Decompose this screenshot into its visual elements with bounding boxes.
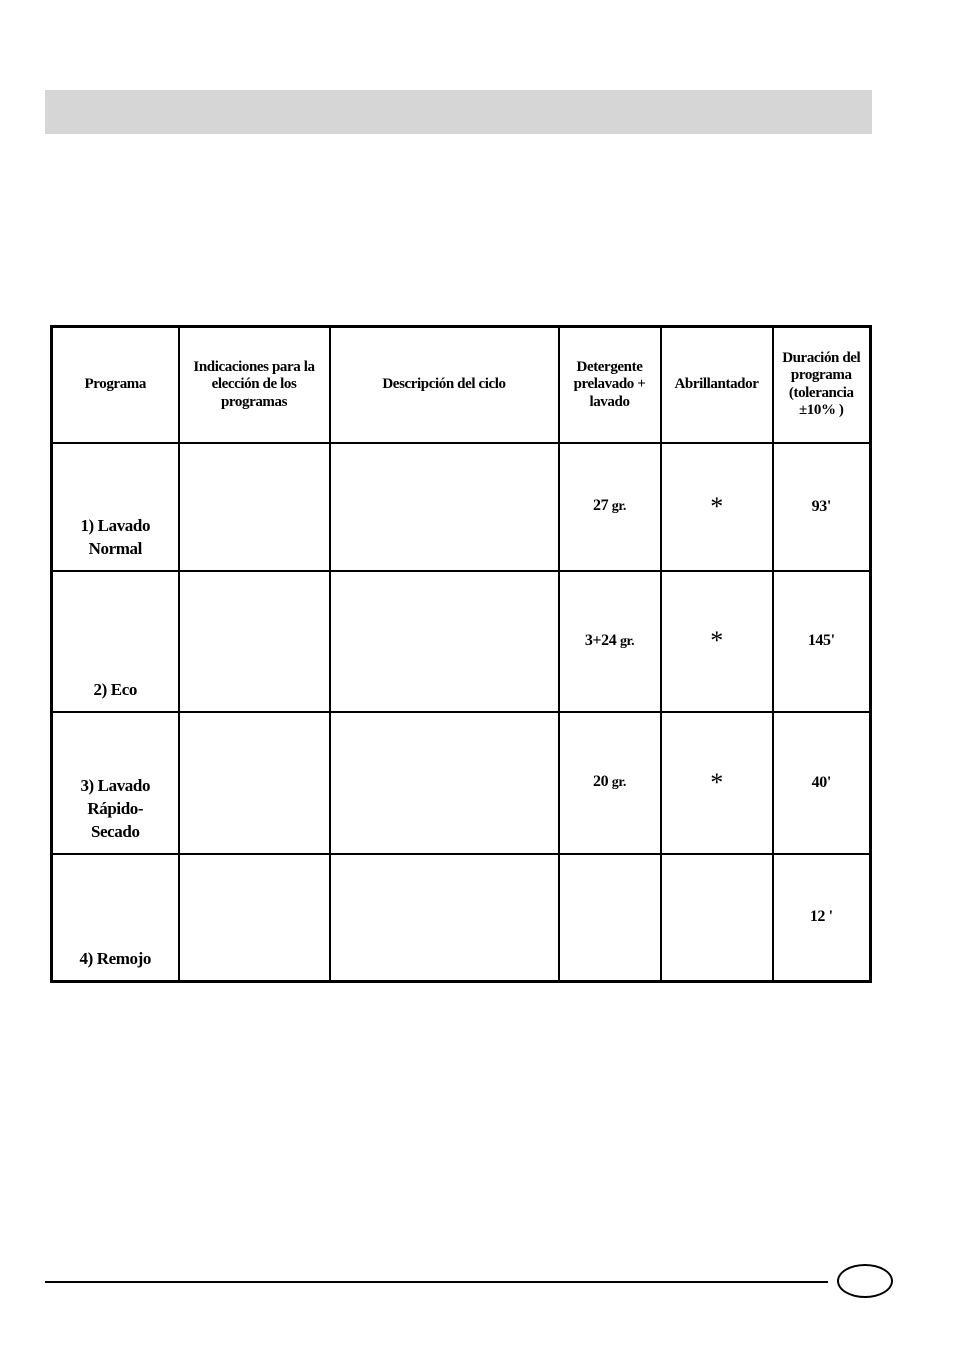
cell-programa [52, 712, 179, 854]
cell-programa [52, 443, 179, 571]
programa-line: Rápido- [87, 798, 144, 818]
cell-detergente [559, 712, 661, 854]
header-descripcion: Descripción del ciclo [330, 327, 559, 443]
header-indicaciones: Indicaciones para la elección de los programas [179, 327, 330, 443]
detergente-unit: gr. [619, 633, 635, 649]
cell-indicaciones [179, 571, 330, 712]
detergente-unit: gr. [611, 775, 627, 790]
cell-abrillantador: * [661, 571, 773, 712]
header-programa: Programa [52, 327, 179, 443]
programa-line: Secado [90, 821, 140, 841]
cell-duracion: 93' [773, 443, 871, 571]
programa-line: 1) Lavado [80, 515, 151, 535]
detergente-unit: gr. [611, 499, 627, 514]
cell-duracion: 40' [773, 712, 871, 854]
programa-line: 4) Remojo [79, 949, 151, 968]
program-table [50, 325, 872, 983]
cell-duracion: 145' [773, 571, 871, 712]
cell-indicaciones [179, 712, 330, 854]
table-row [52, 712, 871, 854]
cell-indicaciones [179, 443, 330, 571]
table-row [52, 443, 871, 571]
table-row [52, 571, 871, 712]
cell-descripcion [330, 443, 559, 571]
cell-descripcion [330, 712, 559, 854]
cell-programa [52, 854, 179, 982]
header-duracion: Duración del programa (tolerancia ±10% ) [773, 327, 871, 443]
footer-rule [45, 1281, 828, 1283]
detergente-amount: 3+24 [584, 631, 617, 649]
cell-abrillantador: * [661, 443, 773, 571]
cell-programa [52, 571, 179, 712]
cell-detergente [559, 571, 661, 712]
table-row [52, 854, 871, 982]
cell-abrillantador [661, 854, 773, 982]
cell-indicaciones [179, 854, 330, 982]
programa-line: 2) Eco [93, 679, 137, 699]
programa-line: 3) Lavado [80, 775, 151, 795]
cell-duracion: 12 ' [773, 854, 871, 982]
table-header-row [52, 327, 871, 443]
detergente-amount: 27 [592, 497, 609, 514]
header-detergente: Detergente prelavado + lavado [559, 327, 661, 443]
programa-line: Normal [88, 538, 142, 558]
page-number-oval [837, 1264, 893, 1298]
section-header-bar [45, 90, 872, 134]
header-abrillantador: Abrillantador [661, 327, 773, 443]
cell-abrillantador: * [661, 712, 773, 854]
detergente-amount: 20 [592, 773, 609, 790]
cell-detergente [559, 443, 661, 571]
cell-descripcion [330, 571, 559, 712]
cell-detergente [559, 854, 661, 982]
cell-descripcion [330, 854, 559, 982]
